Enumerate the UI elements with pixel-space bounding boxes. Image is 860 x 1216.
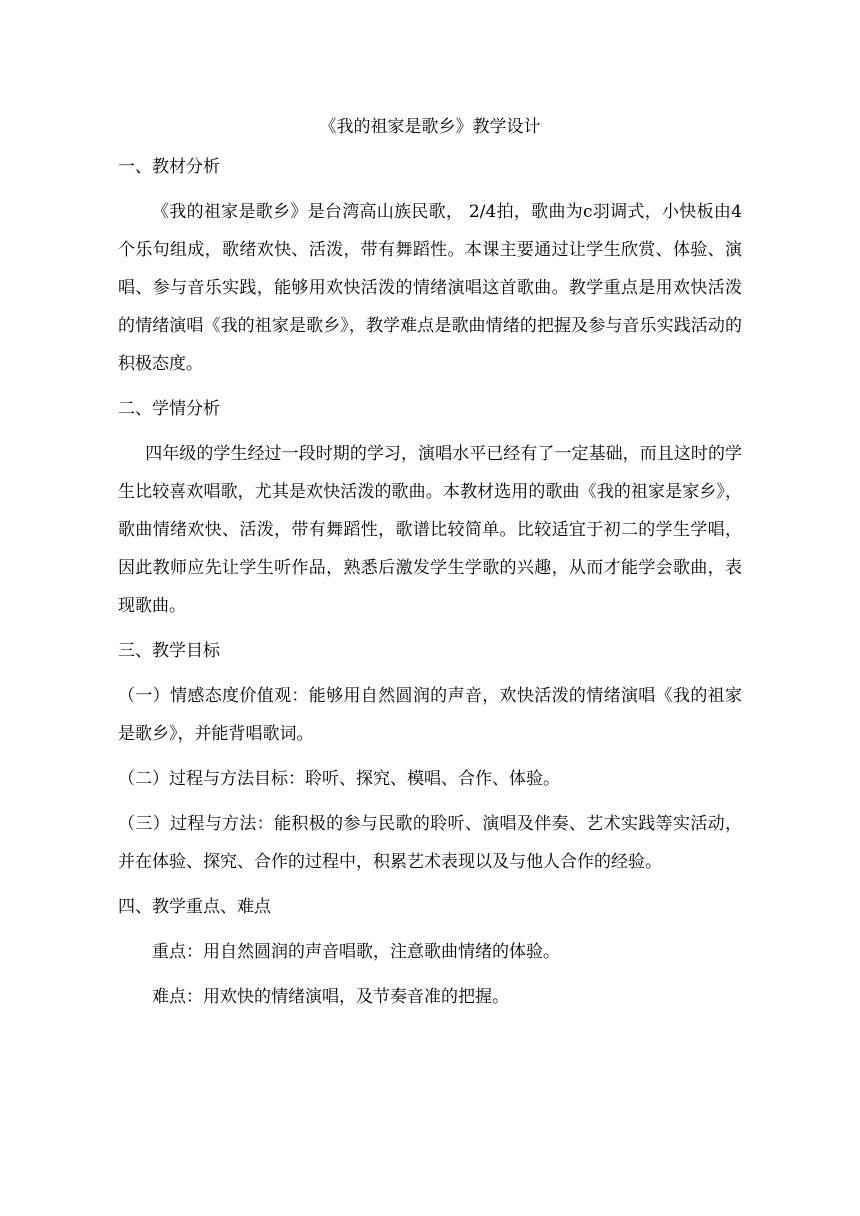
section-heading-materials: 一、教材分析: [118, 157, 220, 177]
key-point-text: 重点：用自然圆润的声音唱歌，注意歌曲情绪的体验。: [152, 942, 560, 962]
section-heading-students: 二、学情分析: [118, 399, 220, 419]
section-paragraph-materials: 《我的祖家是歌乡》是台湾高山族民歌， 2/4拍，歌曲为c羽调式，小快板由4个乐句组成，歌绪欢快、活泼，带有舞蹈性。本课主要通过让学生欣赏、体验、演唱、参与音乐实践，能够用欢快活泼的情绪演唱这首歌曲。教学重点是用欢快活泼的情绪演唱《我的祖家是歌乡》，教学难点是歌曲情绪的把握及参与音乐实践活动的积极态度。: [118, 202, 742, 374]
section-heading-key-points: 四、教学重点、难点: [118, 897, 271, 917]
goal-item-1: （一）情感态度价值观：能够用自然圆润的声音，欢快活泼的情绪演唱《我的祖家是歌乡》，并能背唱歌词。: [118, 686, 742, 744]
section-heading-goals: 三、教学目标: [118, 641, 220, 661]
goal-item-3: （三）过程与方法：能积极的参与民歌的聆听、演唱及伴奏、艺术实践等实活动，并在体验、探究、合作的过程中，积累艺术表现以及与他人合作的经验。: [118, 814, 742, 872]
goal-item-2: （二）过程与方法目标：聆听、探究、模唱、合作、体验。: [118, 769, 560, 789]
document-title: 《我的祖家是歌乡》教学设计: [319, 117, 541, 137]
difficulty-text: 难点：用欢快的情绪演唱，及节奏音准的把握。: [152, 987, 509, 1007]
document-page: [118, 108, 742, 1016]
section-paragraph-students: 四年级的学生经过一段时期的学习，演唱水平已经有了一定基础，而且这时的学生比较喜欢唱歌，尤其是欢快活泼的歌曲。本教材选用的歌曲《我的祖家是家乡》，歌曲情绪欢快、活泼，带有舞蹈性，歌谱比较简单。比较适宜于初二的学生学唱，因此教师应先让学生听作品，熟悉后激发学生学歌的兴趣，从而才能学会歌曲，表现歌曲。: [118, 444, 742, 616]
